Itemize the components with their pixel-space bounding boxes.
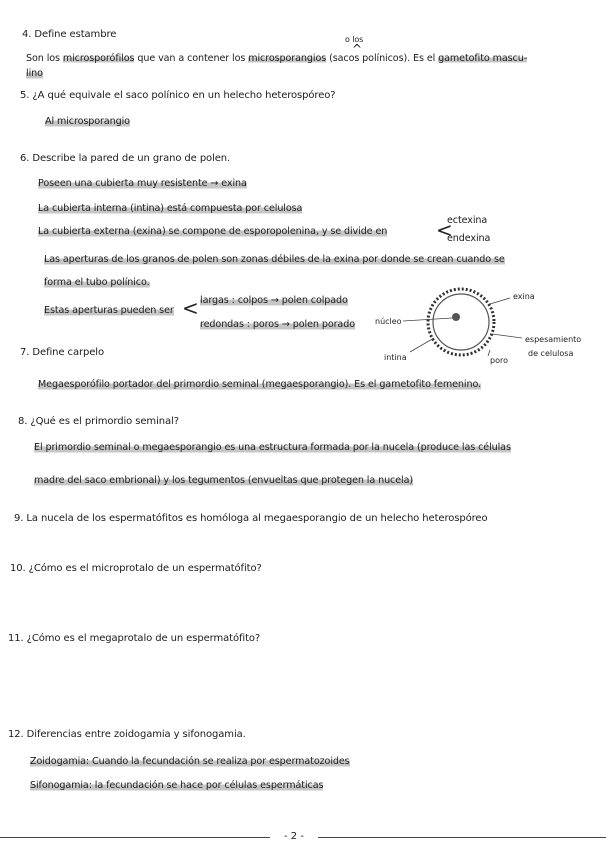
- q6-answer-4: Las aperturas de los granos de polen son zonas débiles de la exina por donde se crean cuando se: [44, 254, 505, 265]
- q4-a1-highlight-2: microsporangios: [248, 53, 327, 64]
- q11-title: 11. ¿Cómo es el megaprotalo de un espermatófito?: [8, 633, 261, 644]
- intina-layer: [433, 294, 489, 350]
- brace-icon: <: [436, 218, 453, 242]
- q4-a1-highlight-1: microsporófilos: [62, 53, 135, 64]
- q6-answer-1: Poseen una cubierta muy resistente → exina: [38, 178, 247, 189]
- q5-answer: Al microsporangio: [45, 116, 130, 127]
- q8-answer-1: El primordio seminal o megaesporangio es una estructura formada por la nucela (produce las células: [34, 442, 511, 453]
- q4-insert-note: o los: [345, 35, 364, 44]
- q7-title: 7. Define carpelo: [20, 347, 104, 358]
- q9-title: 9. La nucela de los espermatófitos es homóloga al megaesporangio de un helecho heterospóreo: [14, 513, 488, 524]
- q4-answer-line-2: lino: [26, 68, 43, 79]
- q12-answer-2: Sifonogamia: la fecundación se hace por células espermáticas: [30, 780, 324, 791]
- q8-answer-2: madre del saco embrional) y los tegumentos (envueltas que protegen la nucela): [34, 475, 414, 486]
- pollen-grain-diagram: [370, 280, 594, 374]
- page-footer: [0, 830, 606, 844]
- q6-answer-2: La cubierta interna (intina) está compuesta por celulosa: [38, 203, 303, 214]
- exina-layer: [428, 289, 494, 355]
- insert-caret-icon: ^: [352, 42, 363, 56]
- q4-a1-mid: que van a contener los: [134, 53, 249, 64]
- q12-answer-1: Zoidogamia: Cuando la fecundación se realiza por espermatozoides: [30, 756, 350, 767]
- q6-answer-5: forma el tubo polínico.: [44, 277, 150, 288]
- footer-rule-right: [318, 837, 606, 838]
- intina-pointer: [410, 338, 434, 352]
- q6-largas: largas : colpos → polen colpado: [200, 295, 348, 306]
- label-intina: intina: [384, 353, 407, 362]
- q4-answer-line-1: [26, 52, 527, 65]
- q4-a1-highlight-3: gametofito mascu-: [438, 53, 528, 64]
- q6-endexina: endexina: [447, 233, 491, 244]
- q6-title: 6. Describe la pared de un grano de polen.: [20, 153, 231, 164]
- footer-rule-left: [0, 837, 270, 838]
- brace-icon: <: [182, 296, 199, 320]
- q5-title: 5. ¿A qué equivale el saco polínico en un helecho heterospóreo?: [20, 90, 336, 101]
- label-exina: exina: [513, 292, 535, 301]
- q6-redondas: redondas : poros → polen porado: [200, 319, 355, 330]
- q8-title: 8. ¿Qué es el primordio seminal?: [18, 416, 179, 427]
- page-number: - 2 -: [284, 831, 304, 842]
- espesamiento-pointer: [492, 334, 522, 338]
- q4-a1-post: (sacos polínicos). Es el: [326, 53, 439, 64]
- label-espesamiento: espesamiento: [525, 335, 582, 344]
- q4-a1-pre: Son los: [26, 53, 63, 64]
- q6-ectexina: ectexina: [447, 215, 488, 226]
- q6-answer-3: La cubierta externa (exina) se compone de esporopolenina, y se divide en: [38, 226, 388, 237]
- q7-answer: Megaesporófilo portador del primordio seminal (megaesporangio). Es el gametofito femenino.: [38, 379, 481, 390]
- label-nucleo: núcleo: [375, 317, 402, 326]
- exina-pointer: [490, 298, 510, 304]
- label-de-celulosa: de celulosa: [528, 349, 574, 358]
- q10-title: 10. ¿Cómo es el microprotalo de un espermatófito?: [10, 563, 262, 574]
- nucleus-shape: [452, 313, 460, 321]
- label-poro: poro: [490, 356, 508, 365]
- q4-title: 4. Define estambre: [22, 29, 117, 40]
- q6-answer-6: Estas aperturas pueden ser: [44, 305, 174, 316]
- q12-title: 12. Diferencias entre zoidogamia y sifonogamia.: [8, 729, 246, 740]
